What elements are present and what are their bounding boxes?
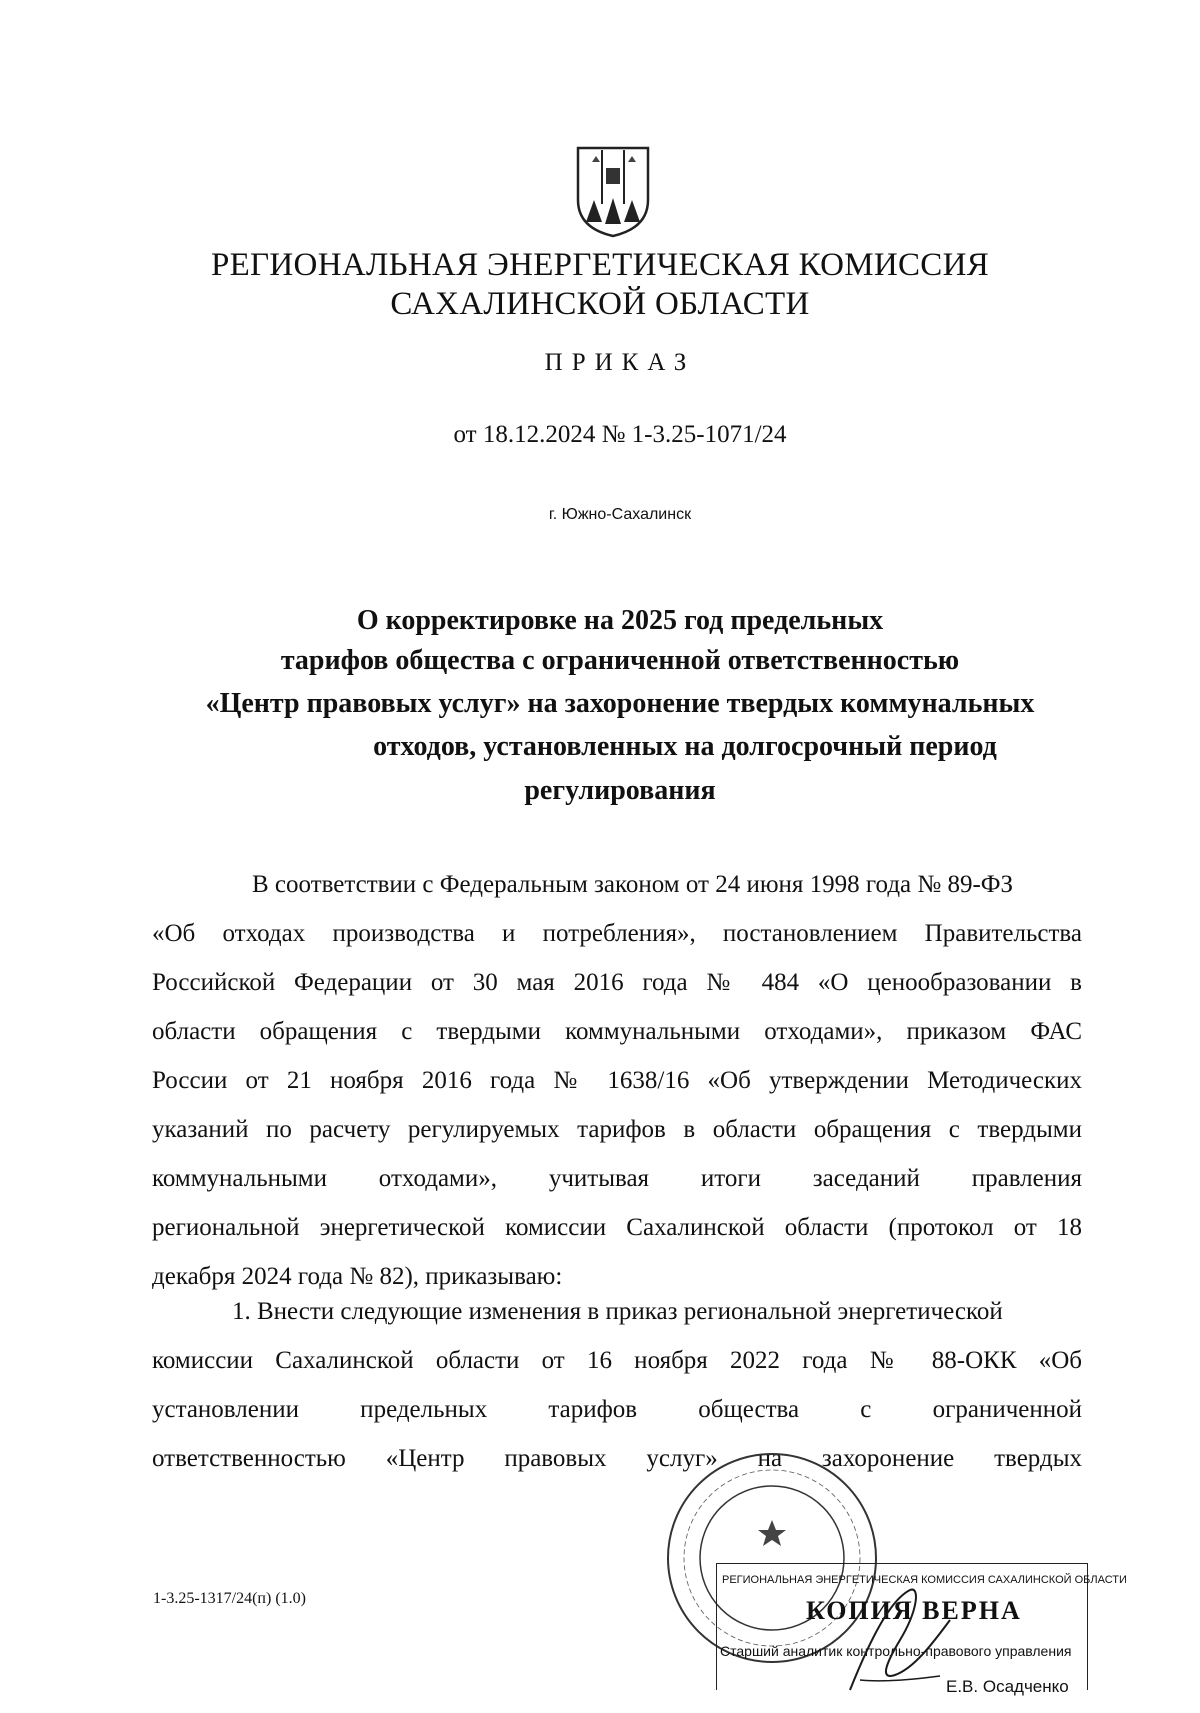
text-line: установлении предельных тарифов общества с ограниченной xyxy=(152,1396,1082,1423)
text-line: 1. Внести следующие изменения в приказ региональной энергетической xyxy=(232,1298,1003,1325)
title-line: тарифов общества с ограниченной ответственностью xyxy=(280,645,960,676)
text-line: указаний по расчету регулируемых тарифов в области обращения с твердыми xyxy=(152,1116,1082,1143)
text-line: декабря 2024 года № 82), приказываю: xyxy=(152,1263,563,1290)
text-line: области обращения с твердыми коммунальными отходами», приказом ФАС xyxy=(152,1018,1082,1045)
title-line: «Центр правовых услуг» на захоронение твердых коммунальных xyxy=(205,688,1035,719)
title-line: отходов, установленных на долгосрочный период xyxy=(373,731,997,762)
title-line: регулирования xyxy=(524,775,716,806)
city: г. Южно-Сахалинск xyxy=(548,506,692,523)
clause-paragraph xyxy=(152,1287,1082,1483)
text-line: Российской Федерации от 30 мая 2016 года № 484 «О ценообразовании в xyxy=(152,969,1082,996)
coat-of-arms-icon xyxy=(572,142,654,238)
document-type: ПРИКАЗ xyxy=(544,349,696,376)
org-name-line2: САХАЛИНСКОЙ ОБЛАСТИ xyxy=(390,286,810,322)
text-line: коммунальными отходами», учитывая итоги заседаний правления xyxy=(152,1165,1082,1192)
text-line: ответственностью «Центр правовых услуг» на захоронение твердых xyxy=(152,1445,1082,1472)
text-line: «Об отходах производства и потребления», постановлением Правительства xyxy=(152,920,1082,947)
text-line: региональной энергетической комиссии Сахалинской области (протокол от 18 xyxy=(152,1214,1082,1241)
signer-position: Старший аналитик контрольно-правового управления xyxy=(720,1643,1072,1659)
text-line: России от 21 ноября 2016 года № 1638/16 «Об утверждении Методических xyxy=(152,1067,1082,1094)
org-name-line1: РЕГИОНАЛЬНАЯ ЭНЕРГЕТИЧЕСКАЯ КОМИССИЯ xyxy=(210,247,990,283)
document-code: 1-3.25-1317/24(п) (1.0) xyxy=(153,1590,306,1607)
copy-certified-label: КОПИЯ ВЕРНА xyxy=(806,1596,1022,1625)
text-line: В соответствии с Федеральным законом от 24 июня 1998 года № 89-ФЗ xyxy=(252,871,1014,898)
text-line: комиссии Сахалинской области от 16 ноября 2022 года № 88-ОКК «Об xyxy=(152,1347,1082,1374)
signer-name: Е.В. Осадченко xyxy=(946,1677,1069,1696)
stamp-organization: РЕГИОНАЛЬНАЯ ЭНЕРГЕТИЧЕСКАЯ КОМИССИЯ САХАЛИНСКОЙ ОБЛАСТИ xyxy=(722,1574,1127,1586)
preamble-paragraph xyxy=(152,860,1082,1301)
title-line: О корректировке на 2025 год предельных xyxy=(356,605,884,636)
signature-icon xyxy=(840,1580,960,1700)
order-date-number: от 18.12.2024 № 1-3.25-1071/24 xyxy=(453,421,787,448)
